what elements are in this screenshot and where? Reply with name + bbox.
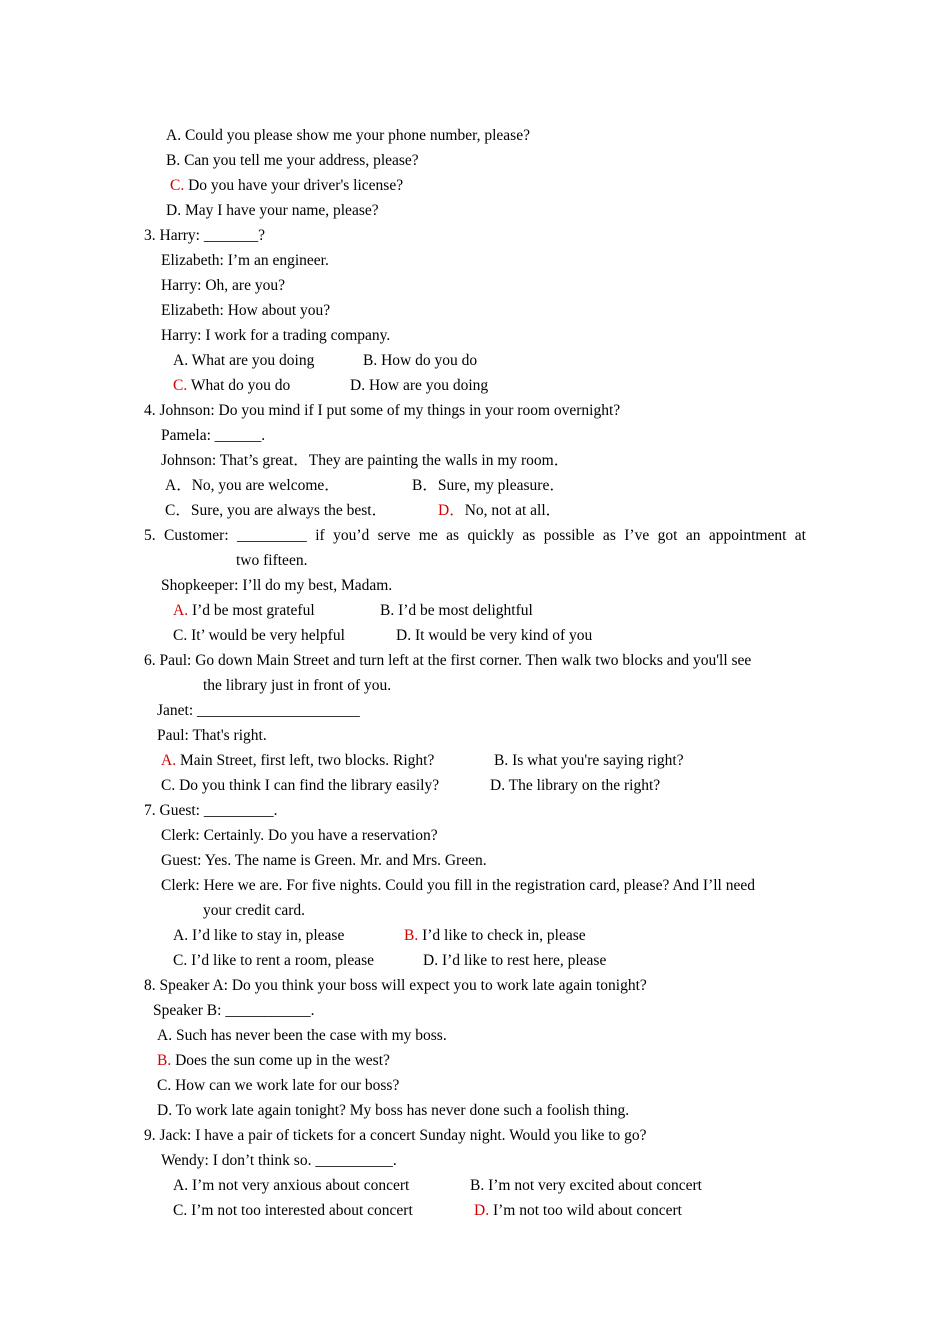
q8-dialog-line: Speaker B: ___________. (153, 1002, 315, 1019)
q4-dialog-line: Pamela: ______. (161, 427, 266, 444)
q9-option-d (474, 1201, 682, 1221)
q7-answer-letter: B. (404, 927, 419, 944)
q7-option-a: A. I’d like to stay in, please (173, 927, 345, 944)
q5-prompt-continued: two fifteen. (236, 552, 308, 569)
q3-answer-letter: C. (173, 377, 188, 394)
q3-option-a: A. What are you doing (173, 352, 315, 369)
q6-dialog-line: Paul: That's right. (157, 727, 267, 744)
q5-dialog-line: Shopkeeper: I’ll do my best, Madam. (161, 577, 393, 594)
q9-option-b: B. I’m not very excited about concert (470, 1177, 702, 1194)
q7-clerk-line-continued: your credit card. (203, 902, 305, 919)
q4-option-a: A．No, you are welcome． (165, 477, 340, 494)
q3-option-c-text: What do you do (187, 377, 291, 394)
q7-option-b (404, 926, 586, 946)
q4-dialog-line: Johnson: That’s great．They are painting the walls in my room． (161, 452, 570, 469)
q8-option-b-text: Does the sun come up in the west? (171, 1052, 390, 1069)
q9-option-c: C. I’m not too interested about concert (173, 1202, 413, 1219)
q4-answer-letter: D． (438, 502, 465, 519)
q3-option-c (173, 376, 290, 396)
q3-option-d: D. How are you doing (350, 377, 489, 394)
q9-prompt: 9. Jack: I have a pair of tickets for a concert Sunday night. Would you like to go? (144, 1127, 647, 1144)
q5-prompt: 5. Customer: _________ if you’d serve me as quickly as possible as I’ve got an appointment at (144, 527, 806, 544)
q4-option-d (438, 501, 561, 521)
q2-option-b: B. Can you tell me your address, please? (166, 152, 419, 169)
q7-prompt: 7. Guest: _________. (144, 802, 278, 819)
q3-dialog-line: Harry: I work for a trading company. (161, 327, 391, 344)
q5-option-a (173, 601, 315, 621)
q6-option-d: D. The library on the right? (490, 777, 661, 794)
q9-option-a: A. I’m not very anxious about concert (173, 1177, 410, 1194)
q6-prompt: 6. Paul: Go down Main Street and turn left at the first corner. Then walk two blocks and you'll see (144, 652, 752, 669)
q6-prompt-continued: the library just in front of you. (203, 677, 392, 694)
q2-option-a: A. Could you please show me your phone number, please? (166, 127, 530, 144)
q3-dialog-line: Elizabeth: How about you? (161, 302, 331, 319)
q6-option-a-text: Main Street, first left, two blocks. Right? (176, 752, 435, 769)
q6-dialog-line: Janet: _____________________ (157, 702, 360, 719)
q8-option-a: A. Such has never been the case with my boss. (157, 1027, 447, 1044)
q3-dialog-line: Elizabeth: I’m an engineer. (161, 252, 329, 269)
q8-prompt: 8. Speaker A: Do you think your boss will expect you to work late again tonight? (144, 977, 647, 994)
q3-prompt: 3. Harry: _______? (144, 227, 265, 244)
q3-dialog-line: Harry: Oh, are you? (161, 277, 285, 294)
q8-option-d: D. To work late again tonight? My boss has never done such a foolish thing. (157, 1102, 630, 1119)
q2-answer-letter: C. (170, 177, 185, 194)
q4-option-c: C．Sure, you are always the best． (165, 502, 388, 519)
q5-option-c: C. It’ would be very helpful (173, 627, 345, 644)
q6-option-b: B. Is what you're saying right? (494, 752, 684, 769)
q7-option-c: C. I’d like to rent a room, please (173, 952, 375, 969)
q2-option-d: D. May I have your name, please? (166, 202, 379, 219)
q2-option-c (170, 176, 403, 196)
q7-dialog-line: Guest: Yes. The name is Green. Mr. and Mrs. Green. (161, 852, 487, 869)
q7-clerk-line: Clerk: Here we are. For five nights. Could you fill in the registration card, please? And I’ll need (161, 877, 755, 894)
q6-option-a (161, 751, 434, 771)
q4-option-d-text: No, not at all． (464, 502, 562, 519)
q8-option-b (157, 1051, 390, 1071)
q2-option-c-text: Do you have your driver's license? (184, 177, 404, 194)
q4-option-b: B．Sure, my pleasure． (412, 477, 565, 494)
q7-option-d: D. I’d like to rest here, please (423, 952, 607, 969)
q5-answer-letter: A. (173, 602, 189, 619)
q7-option-b-text: I’d like to check in, please (418, 927, 586, 944)
q9-answer-letter: D. (474, 1202, 490, 1219)
q9-dialog-line: Wendy: I don’t think so. __________. (161, 1152, 397, 1169)
q5-option-b: B. I’d be most delightful (380, 602, 533, 619)
q4-prompt: 4. Johnson: Do you mind if I put some of my things in your room overnight? (144, 402, 621, 419)
q8-answer-letter: B. (157, 1052, 172, 1069)
q9-option-d-text: I’m not too wild about concert (489, 1202, 682, 1219)
q3-option-b: B. How do you do (363, 352, 478, 369)
q5-option-a-text: I’d be most grateful (188, 602, 315, 619)
q7-dialog-line: Clerk: Certainly. Do you have a reservation? (161, 827, 438, 844)
q5-option-d: D. It would be very kind of you (396, 627, 593, 644)
q6-option-c: C. Do you think I can find the library easily? (161, 777, 440, 794)
q6-answer-letter: A. (161, 752, 177, 769)
q8-option-c: C. How can we work late for our boss? (157, 1077, 400, 1094)
